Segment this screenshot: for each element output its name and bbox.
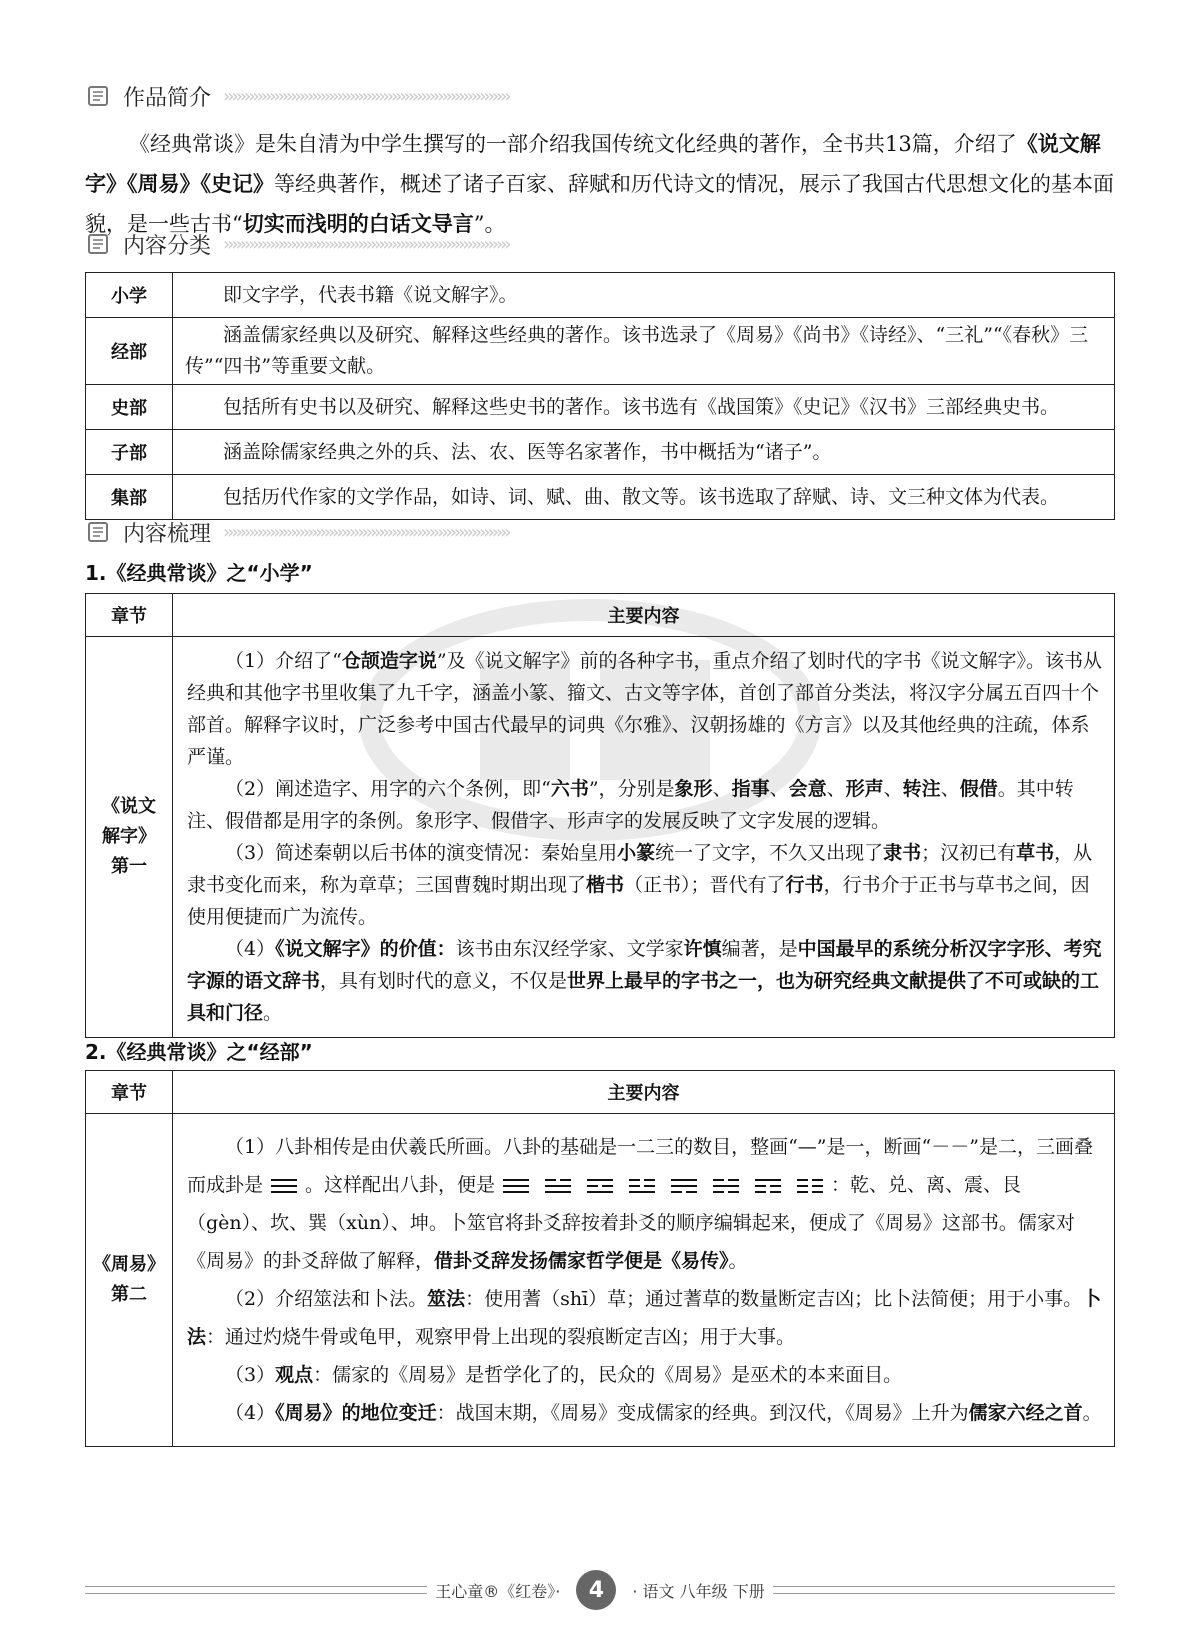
section-outline-heading — [85, 516, 509, 548]
page-number: 4 — [576, 1570, 616, 1610]
jingbu-table — [85, 1070, 1115, 1447]
section-category-heading — [85, 228, 509, 260]
trigram-icon — [797, 1178, 823, 1194]
column-header: 章节 — [86, 594, 173, 637]
table1-heading: 1.《经典常谈》之“小学” — [85, 561, 313, 585]
category-key: 小学 — [86, 273, 173, 318]
intro-paragraph: 《经典常谈》是朱自清为中学生撰写的一部介绍我国传统文化经典的著作，全书共13篇，介绍了《说文解字》《周易》《史记》等经典著作，概述了诸子百家、辞赋和历代诗文的情况，展示了我国古代思想文化的基本面貌，是一些古书“切实而浅明的白话文导言”。 — [85, 131, 1114, 236]
scroll-icon — [85, 520, 113, 544]
category-value: 包括所有史书以及研究、解释这些史书的著作。该书选有《战国策》《史记》《汉书》三部经典史书。 — [173, 385, 1115, 430]
section-title: 内容分类 — [123, 233, 212, 259]
column-header: 章节 — [86, 1071, 173, 1114]
trigram-icon — [545, 1178, 571, 1194]
scroll-icon — [85, 84, 113, 108]
category-value: 即文字学，代表书籍《说文解字》。 — [173, 273, 1115, 318]
trigram-icon — [671, 1178, 697, 1194]
trigram-icon — [503, 1178, 529, 1194]
footer-brand: 王心童®《红卷》· — [435, 1581, 561, 1601]
table-row — [86, 1114, 1115, 1447]
chapter-content: （1）八卦相传是由伏羲氏所画。八卦的基础是一二三的数目，整画“—”是一，断画“－－”是二，三画叠而成卦是 。这样配出八卦，便是 ：乾、兑、离、震、艮（gèn）、坎、巽（xùn）、坤。卜筮官将卦爻辞按着卦爻的顺序编辑起来，便成了《周易》这部书。儒家对《周易》的卦爻辞做了解释，借卦爻辞发扬儒家哲学便是《易传》。 （2）介绍筮法和卜法。筮法：使用蓍（shī）草；通过蓍草的数量断定吉凶；比卜法简便；用于小事。卜法：通过灼烧牛骨或龟甲，观察甲骨上出现的裂痕断定吉凶；用于大事。 （3）观点：儒家的《周易》是哲学化了的，民众的《周易》是巫术的本来面目。 （4）《周易》的地位变迁：战国末期，《周易》变成儒家的经典。到汉代，《周易》上升为儒家六经之首。 — [173, 1114, 1115, 1447]
category-key: 集部 — [86, 475, 173, 520]
category-value: 涵盖除儒家经典之外的兵、法、农、医等名家著作，书中概括为“诸子”。 — [173, 430, 1115, 475]
column-header: 主要内容 — [173, 594, 1115, 637]
category-key: 史部 — [86, 385, 173, 430]
table-row — [86, 385, 1115, 430]
section-title: 作品简介 — [123, 85, 212, 111]
table-row — [86, 430, 1115, 475]
table-row — [86, 318, 1115, 385]
category-value: 包括历代作家的文学作品，如诗、词、赋、曲、散文等。该书选取了辞赋、诗、文三种文体为代表。 — [173, 475, 1115, 520]
trigram-icon — [629, 1178, 655, 1194]
section-intro-heading — [85, 80, 509, 112]
trigram-icon — [755, 1178, 781, 1194]
page-footer — [85, 1570, 1115, 1610]
table2-heading: 2.《经典常谈》之“经部” — [85, 1040, 313, 1064]
chapter-name: 《周易》 第二 — [86, 1114, 173, 1447]
category-key: 子部 — [86, 430, 173, 475]
xiaoxue-table — [85, 593, 1115, 1038]
footer-rule — [773, 1586, 1115, 1594]
table-row — [86, 273, 1115, 318]
table-row — [86, 475, 1115, 520]
category-value: 涵盖儒家经典以及研究、解释这些经典的著作。该书选录了《周易》《尚书》《诗经》、“三礼”“《春秋》三传”“四书”等重要文献。 — [173, 318, 1115, 385]
chapter-name: 《说文 解字》 第一 — [86, 637, 173, 1038]
footer-rule — [85, 1586, 427, 1594]
trigram-icon — [713, 1178, 739, 1194]
chevron-decoration: ›››››››››››››››››››››››››››››››››››››››››››››››››››››››››››››››››››› — [223, 85, 509, 107]
chevron-decoration: ›››››››››››››››››››››››››››››››››››››››››››››››››››››››››››››››››››› — [223, 521, 509, 543]
trigram-icon — [587, 1178, 613, 1194]
eight-trigrams — [495, 1174, 831, 1196]
table-header-row — [86, 594, 1115, 637]
chevron-decoration: ›››››››››››››››››››››››››››››››››››››››››››››››››››››››››››››››››››› — [223, 233, 509, 255]
footer-subject: · 语文 八年级 下册 — [632, 1581, 765, 1601]
scroll-icon — [85, 232, 113, 256]
category-key: 经部 — [86, 318, 173, 385]
table-row — [86, 637, 1115, 1038]
chapter-content: （1）介绍了“仓颉造字说”及《说文解字》前的各种字书，重点介绍了划时代的字书《说文解字》。该书从经典和其他字书里收集了九千字，涵盖小篆、籀文、古文等字体，首创了部首分类法，将汉字分属五百四十个部首。解释字议时，广泛参考中国古代最早的词典《尔雅》、汉朝扬雄的《方言》以及其他经典的注疏，体系严谨。 （2）阐述造字、用字的六个条例，即“六书”，分别是象形、指事、会意、形声、转注、假借。其中转注、假借都是用字的条例。象形字、假借字、形声字的发展反映了文字发展的逻辑。 （3）简述秦朝以后书体的演变情况：秦始皇用小篆统一了文字，不久又出现了隶书；汉初已有草书，从隶书变化而来，称为章草；三国曹魏时期出现了楷书（正书）；晋代有了行书，行书介于正书与草书之间，因使用便捷而广为流传。 （4）《说文解字》的价值：该书由东汉经学家、文学家许慎编著，是中国最早的系统分析汉字字形、考究字源的语文辞书，具有划时代的意义，不仅是世界上最早的字书之一，也为研究经典文献提供了不可或缺的工具和门径。 — [173, 637, 1115, 1038]
table-header-row — [86, 1071, 1115, 1114]
trigram-qian-icon — [271, 1178, 297, 1194]
section-title: 内容梳理 — [123, 521, 212, 547]
category-table — [85, 272, 1115, 520]
column-header: 主要内容 — [173, 1071, 1115, 1114]
